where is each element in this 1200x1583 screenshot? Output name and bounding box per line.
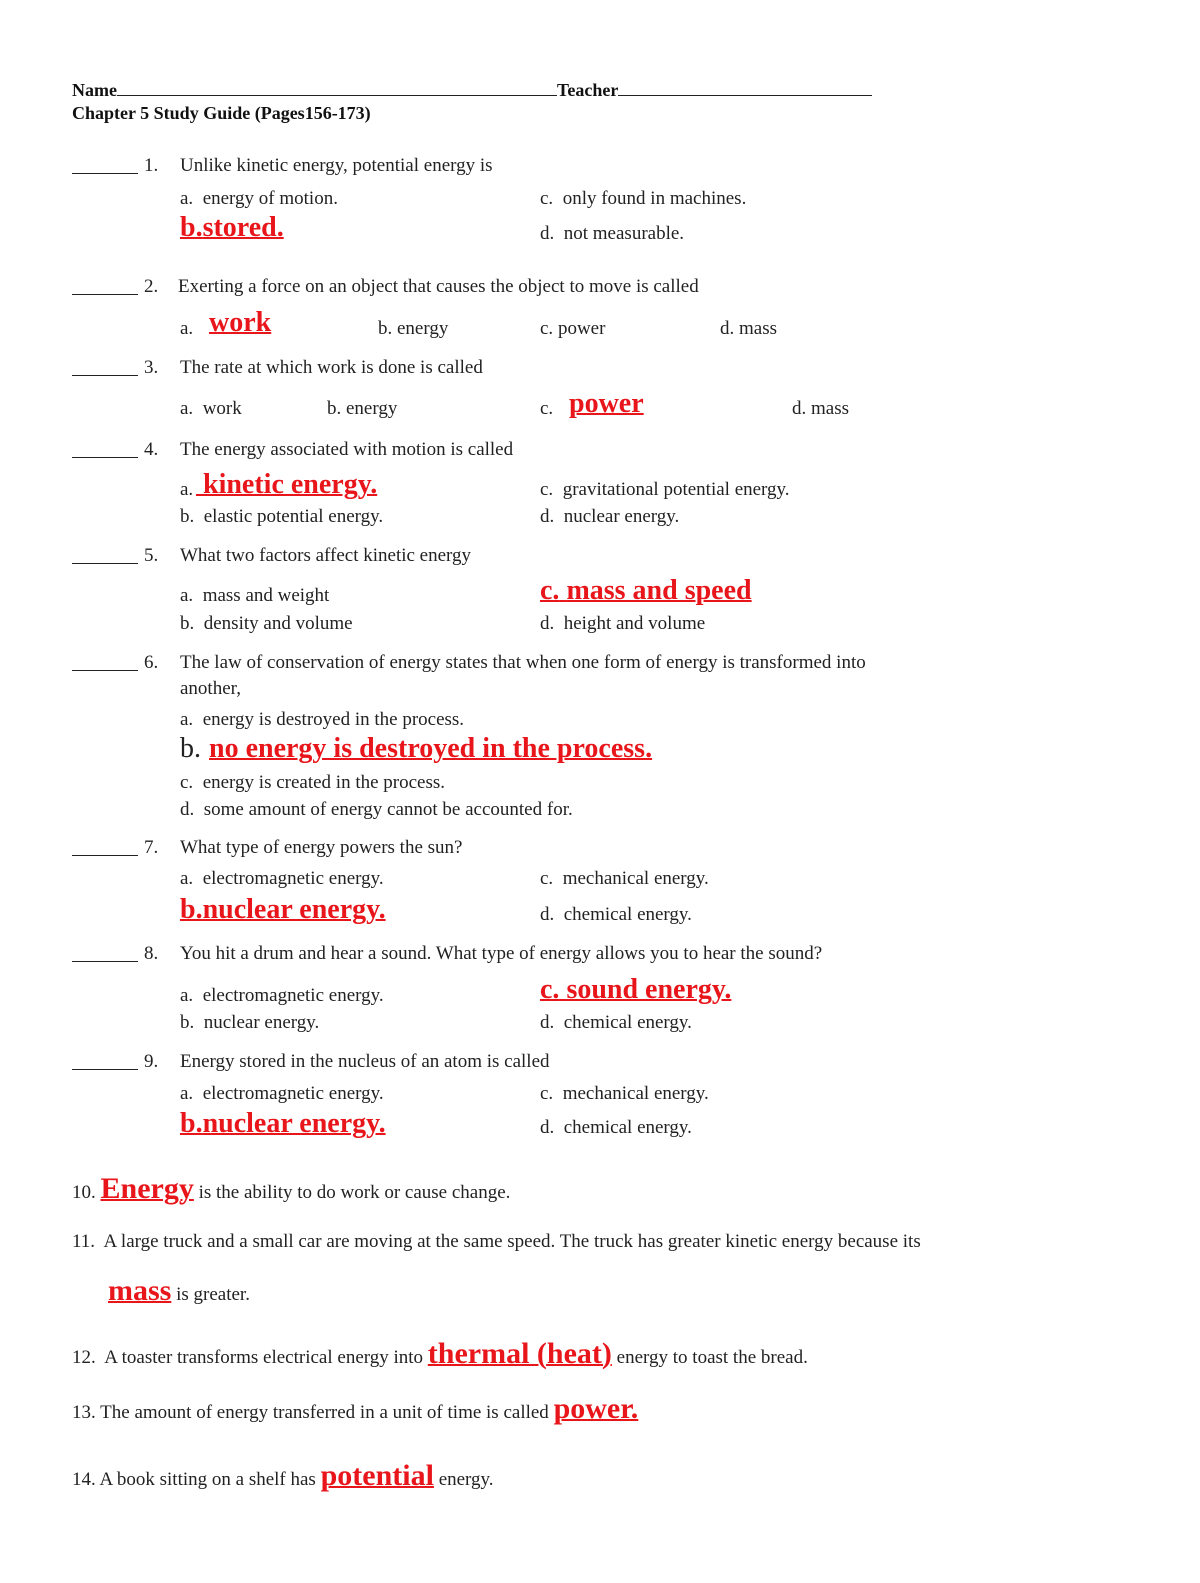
choice-b-answer: no energy is destroyed in the process. [209,733,653,764]
choice-c [540,479,790,501]
choice-letter: b. [327,398,342,419]
choice-text: not measurable. [563,223,685,244]
choice-d [540,223,684,245]
choice-text: nuclear energy. [203,1012,320,1033]
choice-d [540,1117,692,1139]
choice-text: electromagnetic energy. [202,1083,384,1104]
question-text-cont: another, [180,678,241,699]
question-number: 1. [144,155,159,176]
choice-letter: d. [540,904,555,925]
choice-a [180,188,338,210]
choice-text: chemical energy. [563,1117,692,1138]
choice-letter: c. [540,318,554,339]
choice-text: nuclear energy. [202,894,386,925]
choice-letter: c. [180,772,194,793]
choice-d [540,613,705,635]
choice-letter: d. [540,223,555,244]
fill-in-text: The amount of energy transferred in a unit of time is called [100,1402,554,1423]
choice-text: mass and speed [566,575,752,606]
choice-b [180,506,383,528]
choice-letter: c. [540,575,560,606]
choice-text: chemical energy. [563,904,692,925]
choice-letter: a. [180,868,194,889]
choice-text: height and volume [563,613,706,634]
fill-in-answer: potential [320,1459,434,1492]
choice-b [327,398,397,420]
question-text: Exerting a force on an object that causes the object to move is called [178,276,699,297]
fill-in-text: A book sitting on a shelf has [99,1469,321,1490]
choice-b [180,613,353,635]
answer-blank [72,1051,138,1070]
choice-letter: b. [180,1108,203,1139]
answer-blank [72,276,138,295]
choice-b-answer [180,212,284,244]
choice-letter: d. [540,506,555,527]
answer-blank [72,943,138,962]
choice-letter: a. [180,709,194,730]
choice-letter: a. [180,585,194,606]
choice-text: sound energy. [566,974,732,1005]
choice-c-letter: c. [540,398,554,419]
choice-letter: c. [540,868,554,889]
choice-a-letter: a. [180,479,194,500]
question-number: 6. [144,652,159,673]
choice-a-letter: a. [180,318,194,339]
choice-text: power [557,318,606,339]
choice-a [180,1083,384,1105]
question-9 [72,1051,138,1076]
choice-letter: a. [180,398,194,419]
name-label: Name [72,80,117,100]
choice-letter: c. [540,1083,554,1104]
question-number: 7. [144,837,159,858]
choice-text: kinetic energy. [203,469,378,500]
choice-text: density and volume [203,613,353,634]
question-5 [72,545,138,570]
choice-b [180,1012,319,1034]
choice-a [180,985,384,1007]
question-number: 2. [144,276,159,297]
fill-in-text: is the ability to do work or cause change. [193,1182,511,1203]
choice-text: electromagnetic energy. [202,868,384,889]
choice-text: gravitational potential energy. [562,479,790,500]
choice-letter: c. [540,479,554,500]
choice-d [540,904,692,926]
item-number: 10. [72,1182,96,1203]
question-number: 4. [144,439,159,460]
choice-letter: c. [540,974,560,1005]
question-text: What type of energy powers the sun? [180,837,463,858]
fill-in-11 [72,1231,921,1253]
choice-text: energy [397,318,449,339]
choice-letter: b. [180,613,195,634]
choice-b-answer [180,894,386,926]
fill-in-11-cont [108,1274,250,1308]
fill-in-text: energy to toast the bread. [611,1347,808,1368]
choice-text: some amount of energy cannot be accounted for. [203,799,573,820]
choice-letter: d. [792,398,807,419]
question-number: 5. [144,545,159,566]
item-number: 12. [72,1347,96,1368]
fill-in-text: is greater. [171,1284,250,1305]
choice-text: energy [346,398,398,419]
choice-a-answer: work [209,307,272,338]
answer-blank [72,357,138,376]
question-text: The rate at which work is done is called [180,357,483,378]
choice-d [540,506,679,528]
choice-c-answer [540,575,752,607]
fill-in-text: A toaster transforms electrical energy into [104,1347,428,1368]
question-text: You hit a drum and hear a sound. What type of energy allows you to hear the sound? [180,943,823,964]
choice-a [180,868,384,890]
fill-in-13 [72,1392,638,1426]
item-number: 14. [72,1469,96,1490]
fill-in-answer: thermal (heat) [427,1337,612,1370]
question-4 [72,439,138,464]
choice-text: work [202,398,242,419]
choice-letter: b. [180,1012,195,1033]
fill-in-12 [72,1337,808,1371]
choice-text: only found in machines. [562,188,747,209]
item-number: 11. [72,1231,96,1252]
choice-c [540,1083,709,1105]
name-blank [117,77,557,96]
fill-in-10 [72,1172,510,1206]
choice-b-answer [180,1108,386,1140]
question-3 [72,357,138,382]
choice-text: mechanical energy. [562,868,709,889]
question-text: Energy stored in the nucleus of an atom is called [180,1051,550,1072]
question-8 [72,943,138,968]
choice-c [540,188,746,210]
choice-text: electromagnetic energy. [202,985,384,1006]
question-1 [72,155,138,180]
choice-c [180,772,445,794]
choice-letter: b. [378,318,393,339]
teacher-blank [618,77,872,96]
fill-in-14 [72,1459,494,1493]
choice-text: mass [811,398,849,419]
choice-c [540,868,709,890]
question-6 [72,652,138,677]
page-title: Chapter 5 Study Guide (Pages156-173) [72,103,371,123]
choice-text: chemical energy. [563,1012,692,1033]
answer-blank [72,652,138,671]
choice-c-answer [540,974,731,1006]
question-number: 3. [144,357,159,378]
fill-in-text: A large truck and a small car are moving at the same speed. The truck has greater kinetic energy because its [103,1231,921,1252]
choice-text: elastic potential energy. [203,506,384,527]
question-text: The law of conservation of energy states that when one form of energy is transformed into [180,652,866,673]
choice-letter: d. [540,1117,555,1138]
choice-c-answer: power [569,388,644,419]
choice-text: nuclear energy. [563,506,680,527]
choice-c [540,318,605,340]
choice-letter: a. [180,188,194,209]
choice-letter: c. [540,188,554,209]
choice-letter: a. [180,985,194,1006]
question-2 [72,276,138,301]
choice-b [378,318,448,340]
fill-in-text: energy. [433,1469,494,1490]
choice-d [180,799,573,821]
question-7 [72,837,138,862]
question-text: What two factors affect kinetic energy [180,545,472,566]
choice-a [180,398,242,420]
fill-in-answer: Energy [100,1172,194,1205]
answer-blank [72,439,138,458]
fill-in-answer: mass [108,1274,172,1307]
choice-text: energy is created in the process. [202,772,446,793]
choice-text: nuclear energy. [202,1108,386,1139]
choice-letter: d. [720,318,735,339]
choice-d [792,398,849,420]
fill-in-answer: power. [553,1392,639,1425]
teacher-label: Teacher [556,80,619,100]
choice-text: mass [739,318,777,339]
question-text: Unlike kinetic energy, potential energy is [180,155,493,176]
item-number: 13. [72,1402,96,1423]
choice-letter: b. [180,212,203,243]
choice-text: mechanical energy. [562,1083,709,1104]
choice-text: stored. [202,212,284,243]
choice-a-answer [196,469,377,501]
choice-text: energy is destroyed in the process. [202,709,465,730]
question-number: 9. [144,1051,159,1072]
question-number: 8. [144,943,159,964]
answer-blank [72,837,138,856]
choice-text: energy of motion. [202,188,338,209]
choice-letter: d. [540,1012,555,1033]
choice-letter: d. [540,613,555,634]
choice-d [540,1012,692,1034]
name-line [72,77,872,101]
question-text: The energy associated with motion is called [180,439,514,460]
choice-a [180,709,464,731]
choice-letter: b. [180,506,195,527]
choice-b-letter: b. [180,733,201,764]
choice-letter: a. [180,1083,194,1104]
choice-letter: d. [180,799,195,820]
choice-text: mass and weight [202,585,330,606]
choice-a [180,585,329,607]
choice-d [720,318,777,340]
answer-blank [72,545,138,564]
choice-letter: b. [180,894,203,925]
answer-blank [72,155,138,174]
